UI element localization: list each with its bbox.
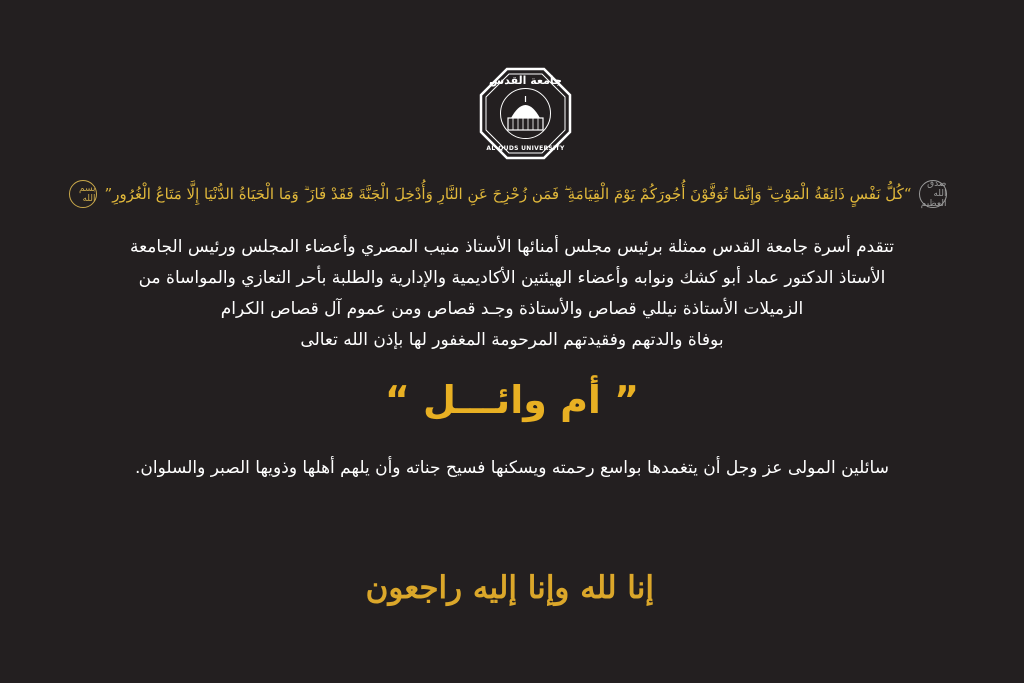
- closing-calligraphy: إنا لله وإنا إليه راجعون: [365, 570, 654, 606]
- verse-text: “كُلُّ نَفْسٍ ذَائِقَةُ الْمَوْتِ ۗ وَإِنَّمَا تُوَفَّوْنَ أُجُورَكُمْ يَوْمَ الْقِيَامَةِ ۖ فَمَن زُحْزِحَ عَنِ النَّارِ وَأُدْخِلَ الْجَنَّةَ فَقَدْ فَازَ ۗ وَمَا الْحَيَاةُ الدُّنْيَا إِلَّا مَتَاعُ الْغُرُورِ”: [104, 185, 912, 203]
- deceased-name: ” أم وائـــل “: [384, 378, 640, 422]
- announcement-line: تتقدم أسرة جامعة القدس ممثلة برئيس مجلس أمنائها الأستاذ منيب المصري وأعضاء المجلس ورئيس الجامعة: [129, 237, 894, 257]
- announcement-line: الأستاذ الدكتور عماد أبو كشك ونوابه وأعضاء الهيئتين الأكاديمية والإدارية والطلبة بأحر التعازي والمواساة من: [138, 268, 886, 288]
- university-logo: [478, 66, 573, 161]
- prayer-text: سائلين المولى عز وجل أن يتغمدها بواسع رحمته ويسكنها فسيح جناته وأن يلهم أهلها وذويها الصبر والسلوان.: [135, 458, 889, 478]
- announcement-line: الزميلات الأستاذة نيللي قصاص والأستاذة وجـد قصاص ومن عموم آل قصاص الكرام: [220, 299, 804, 319]
- quran-verse: [79, 176, 947, 212]
- logo-arabic-name: جامعة القدس: [489, 74, 562, 87]
- announcement-line: بوفاة والدتهم وفقيدتهم المرحومة المغفور لها بإذن الله تعالى: [300, 330, 724, 350]
- verse-close-mark: صدق الله العظيم: [920, 179, 947, 209]
- condolence-announcement: [60, 232, 964, 356]
- logo-english-name: AL-QUDS UNIVERSITY: [486, 145, 565, 152]
- verse-open-mark: بسم الله: [69, 180, 97, 208]
